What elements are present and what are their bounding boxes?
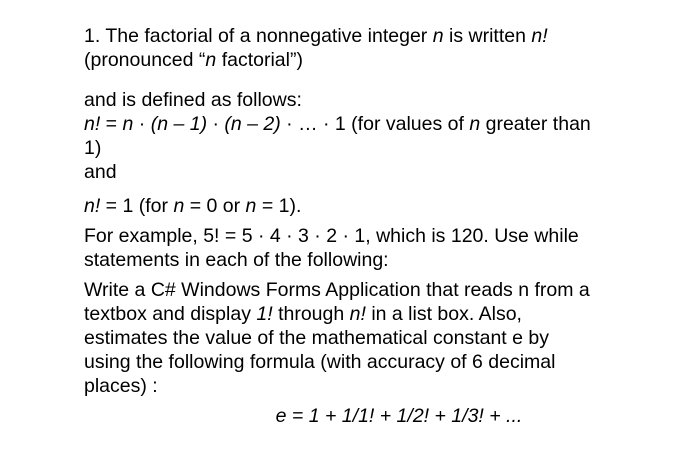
document-body	[84, 24, 684, 428]
example-line-2: statements in each of the following:	[84, 249, 389, 271]
task-line-1: Write a C# Windows Forms Application that reads n from a	[84, 279, 590, 301]
task-line-3: estimates the value of the mathematical constant e by	[84, 327, 550, 349]
task-line-2: textbox and display 1! through n! in a list box. Also,	[84, 303, 522, 325]
definition-intro: and is defined as follows:	[84, 89, 302, 111]
problem-number: 1.	[84, 25, 101, 47]
example-line-1: For example, 5! = 5 · 4 · 3 · 2 · 1, which is 120. Use while	[84, 225, 579, 247]
base-case-formula: n! = 1 (for n = 0 or n = 1).	[84, 195, 302, 217]
and-connector: and	[84, 161, 117, 183]
factorial-formula-continued: 1)	[84, 137, 102, 159]
e-series-formula: e = 1 + 1/1! + 1/2! + 1/3! + ...	[275, 405, 523, 427]
intro-line: 1. The factorial of a nonnegative integer n is written n!	[84, 25, 548, 47]
pronunciation-line: (pronounced “n factorial”)	[84, 49, 303, 71]
task-line-5: places) :	[84, 375, 158, 397]
task-line-4: using the following formula (with accuracy of 6 decimal	[84, 351, 556, 373]
factorial-formula: n! = n · (n – 1) · (n – 2) · … · 1 (for values of n greater than	[84, 113, 591, 135]
